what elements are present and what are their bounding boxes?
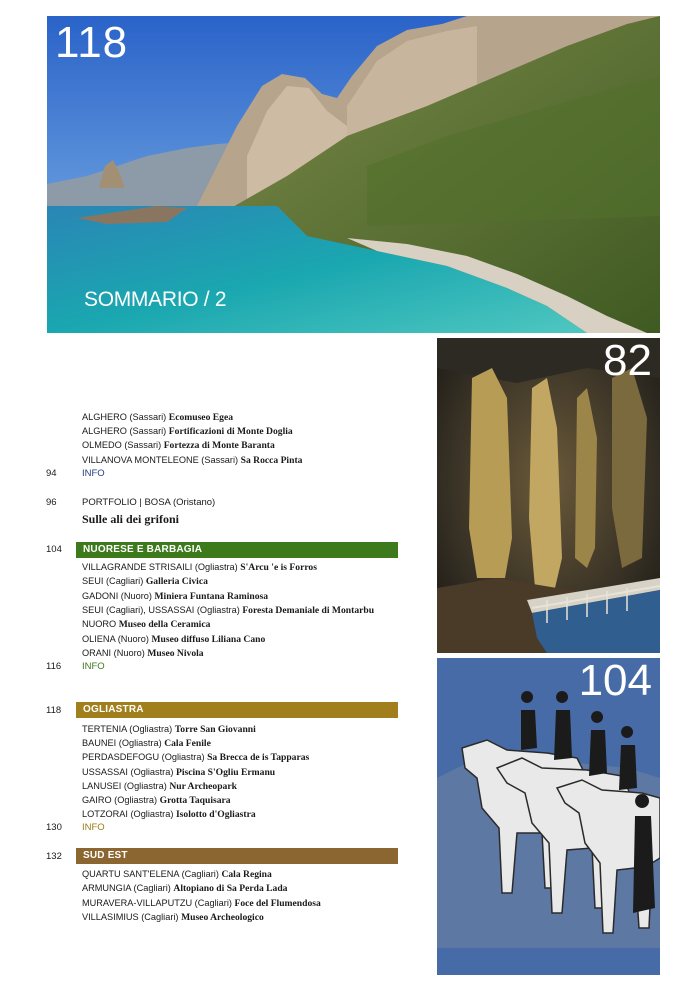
section-header-ogliastra: OGLIASTRA <box>76 702 398 718</box>
portfolio-label[interactable]: PORTFOLIO | BOSA (Oristano) <box>82 497 216 508</box>
toc-entry[interactable]: NUORO Museo della Ceramica <box>82 619 211 630</box>
section-header-nuorese: NUORESE E BARBAGIA <box>76 542 398 558</box>
toc-entry[interactable]: GAIRO (Ogliastra) Grotta Taquisara <box>82 795 231 806</box>
toc-entry[interactable]: QUARTU SANT'ELENA (Cagliari) Cala Regina <box>82 869 272 880</box>
toc-entry[interactable]: SEUI (Cagliari), USSASSAI (Ogliastra) Foresta Demaniale di Montarbu <box>82 605 375 616</box>
toc-entry[interactable]: USSASSAI (Ogliastra) Piscina S'Ogliu Ermanu <box>82 767 276 778</box>
info-link[interactable]: INFO <box>82 468 105 479</box>
info-link[interactable]: INFO <box>82 661 105 672</box>
portfolio-title[interactable]: Sulle ali dei grifoni <box>82 512 180 526</box>
coastal-landscape-illustration <box>47 16 660 333</box>
toc-entry[interactable]: TERTENIA (Ogliastra) Torre San Giovanni <box>82 724 256 735</box>
toc-entry[interactable]: OLIENA (Nuoro) Museo diffuso Liliana Cano <box>82 634 266 645</box>
toc-entry[interactable]: OLMEDO (Sassari) Fortezza di Monte Baranta <box>82 440 275 451</box>
page-number: 96 <box>46 497 57 508</box>
toc-entry[interactable]: BAUNEI (Ogliastra) Cala Fenile <box>82 738 211 749</box>
cave-photo <box>437 338 660 653</box>
toc-entry[interactable]: ALGHERO (Sassari) Fortificazioni di Monte Doglia <box>82 426 293 437</box>
toc-entry[interactable]: ALGHERO (Sassari) Ecomuseo Egea <box>82 412 234 423</box>
page-number: 130 <box>46 822 62 833</box>
cave-page-number: 82 <box>603 338 652 385</box>
page-title: SOMMARIO / 2 <box>84 288 227 311</box>
page-number: 116 <box>46 661 62 672</box>
hero-page-number: 118 <box>55 18 129 67</box>
toc-entry[interactable]: MURAVERA-VILLAPUTZU (Cagliari) Foce del Flumendosa <box>82 898 321 909</box>
page-number: 132 <box>46 851 62 862</box>
hero-photo <box>47 16 660 333</box>
mural-photo <box>437 658 660 975</box>
toc-entry[interactable]: PERDASDEFOGU (Ogliastra) Sa Brecca de is Tapparas <box>82 752 310 763</box>
page-number: 94 <box>46 468 57 479</box>
toc-entry[interactable]: GADONI (Nuoro) Miniera Funtana Raminosa <box>82 591 269 602</box>
mural-page-number: 104 <box>578 658 652 705</box>
toc-entry[interactable]: VILLAGRANDE STRISAILI (Ogliastra) S'Arcu 'e is Forros <box>82 562 317 573</box>
toc-entry[interactable]: ARMUNGIA (Cagliari) Altopiano di Sa Perda Lada <box>82 883 288 894</box>
toc-entry[interactable]: LOTZORAI (Ogliastra) Isolotto d'Ogliastra <box>82 809 256 820</box>
info-link[interactable]: INFO <box>82 822 105 833</box>
toc-entry[interactable]: VILLANOVA MONTELEONE (Sassari) Sa Rocca Pinta <box>82 455 303 466</box>
section-header-sud-est: SUD EST <box>76 848 398 864</box>
toc-entry[interactable]: VILLASIMIUS (Cagliari) Museo Archeologico <box>82 912 264 923</box>
toc-entry[interactable]: LANUSEI (Ogliastra) Nur Archeopark <box>82 781 237 792</box>
toc-entry[interactable]: ORANI (Nuoro) Museo Nivola <box>82 648 204 659</box>
page-number: 104 <box>46 544 62 555</box>
page-number: 118 <box>46 705 62 716</box>
toc-entry[interactable]: SEUI (Cagliari) Galleria Civica <box>82 576 208 587</box>
